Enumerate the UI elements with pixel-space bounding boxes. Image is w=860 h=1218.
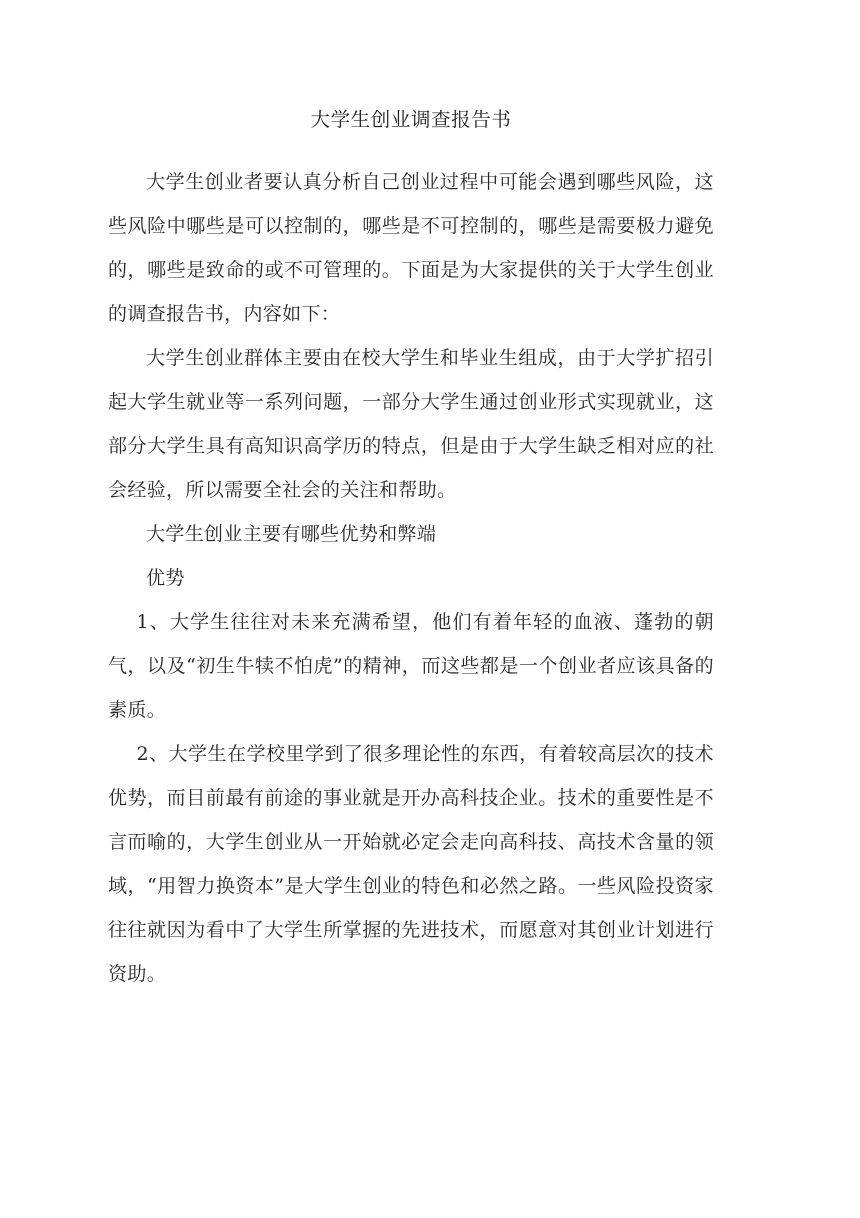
paragraph-intro-2: 大学生创业群体主要由在校大学生和毕业生组成，由于大学扩招引起大学生就业等一系列问题，一部分大学生通过创业形式实现就业，这部分大学生具有高知识高学历的特点，但是由于大学生缺乏相对应的社会经验，所以需要全社会的关注和帮助。	[108, 347, 714, 501]
paragraph-intro-1: 大学生创业者要认真分析自己创业过程中可能会遇到哪些风险，这些风险中哪些是可以控制的，哪些是不可控制的，哪些是需要极力避免的，哪些是致命的或不可管理的。下面是为大家提供的关于大学生创业的调查报告书，内容如下：	[108, 171, 714, 325]
document-text-column	[108, 98, 714, 996]
page-title: 大学生创业调查报告书	[310, 108, 512, 131]
heading-advantages-drawbacks: 大学生创业主要有哪些优势和弊端	[146, 523, 437, 545]
list-item-2: 2、大学生在学校里学到了很多理论性的东西，有着较高层次的技术优势，而目前最有前途的事业就是开办高科技企业。技术的重要性是不言而喻的，大学生创业从一开始就必定会走向高科技、高技术含量的领域，“用智力换资本”是大学生创业的特色和必然之路。一些风险投资家往往就因为看中了大学生所掌握的先进技术，而愿意对其创业计划进行资助。	[108, 743, 714, 985]
heading-advantages: 优势	[146, 567, 185, 589]
list-item-1: 1、大学生往往对未来充满希望，他们有着年轻的血液、蓬勃的朝气，以及“初生牛犊不怕虎”的精神，而这些都是一个创业者应该具备的素质。	[108, 611, 714, 721]
